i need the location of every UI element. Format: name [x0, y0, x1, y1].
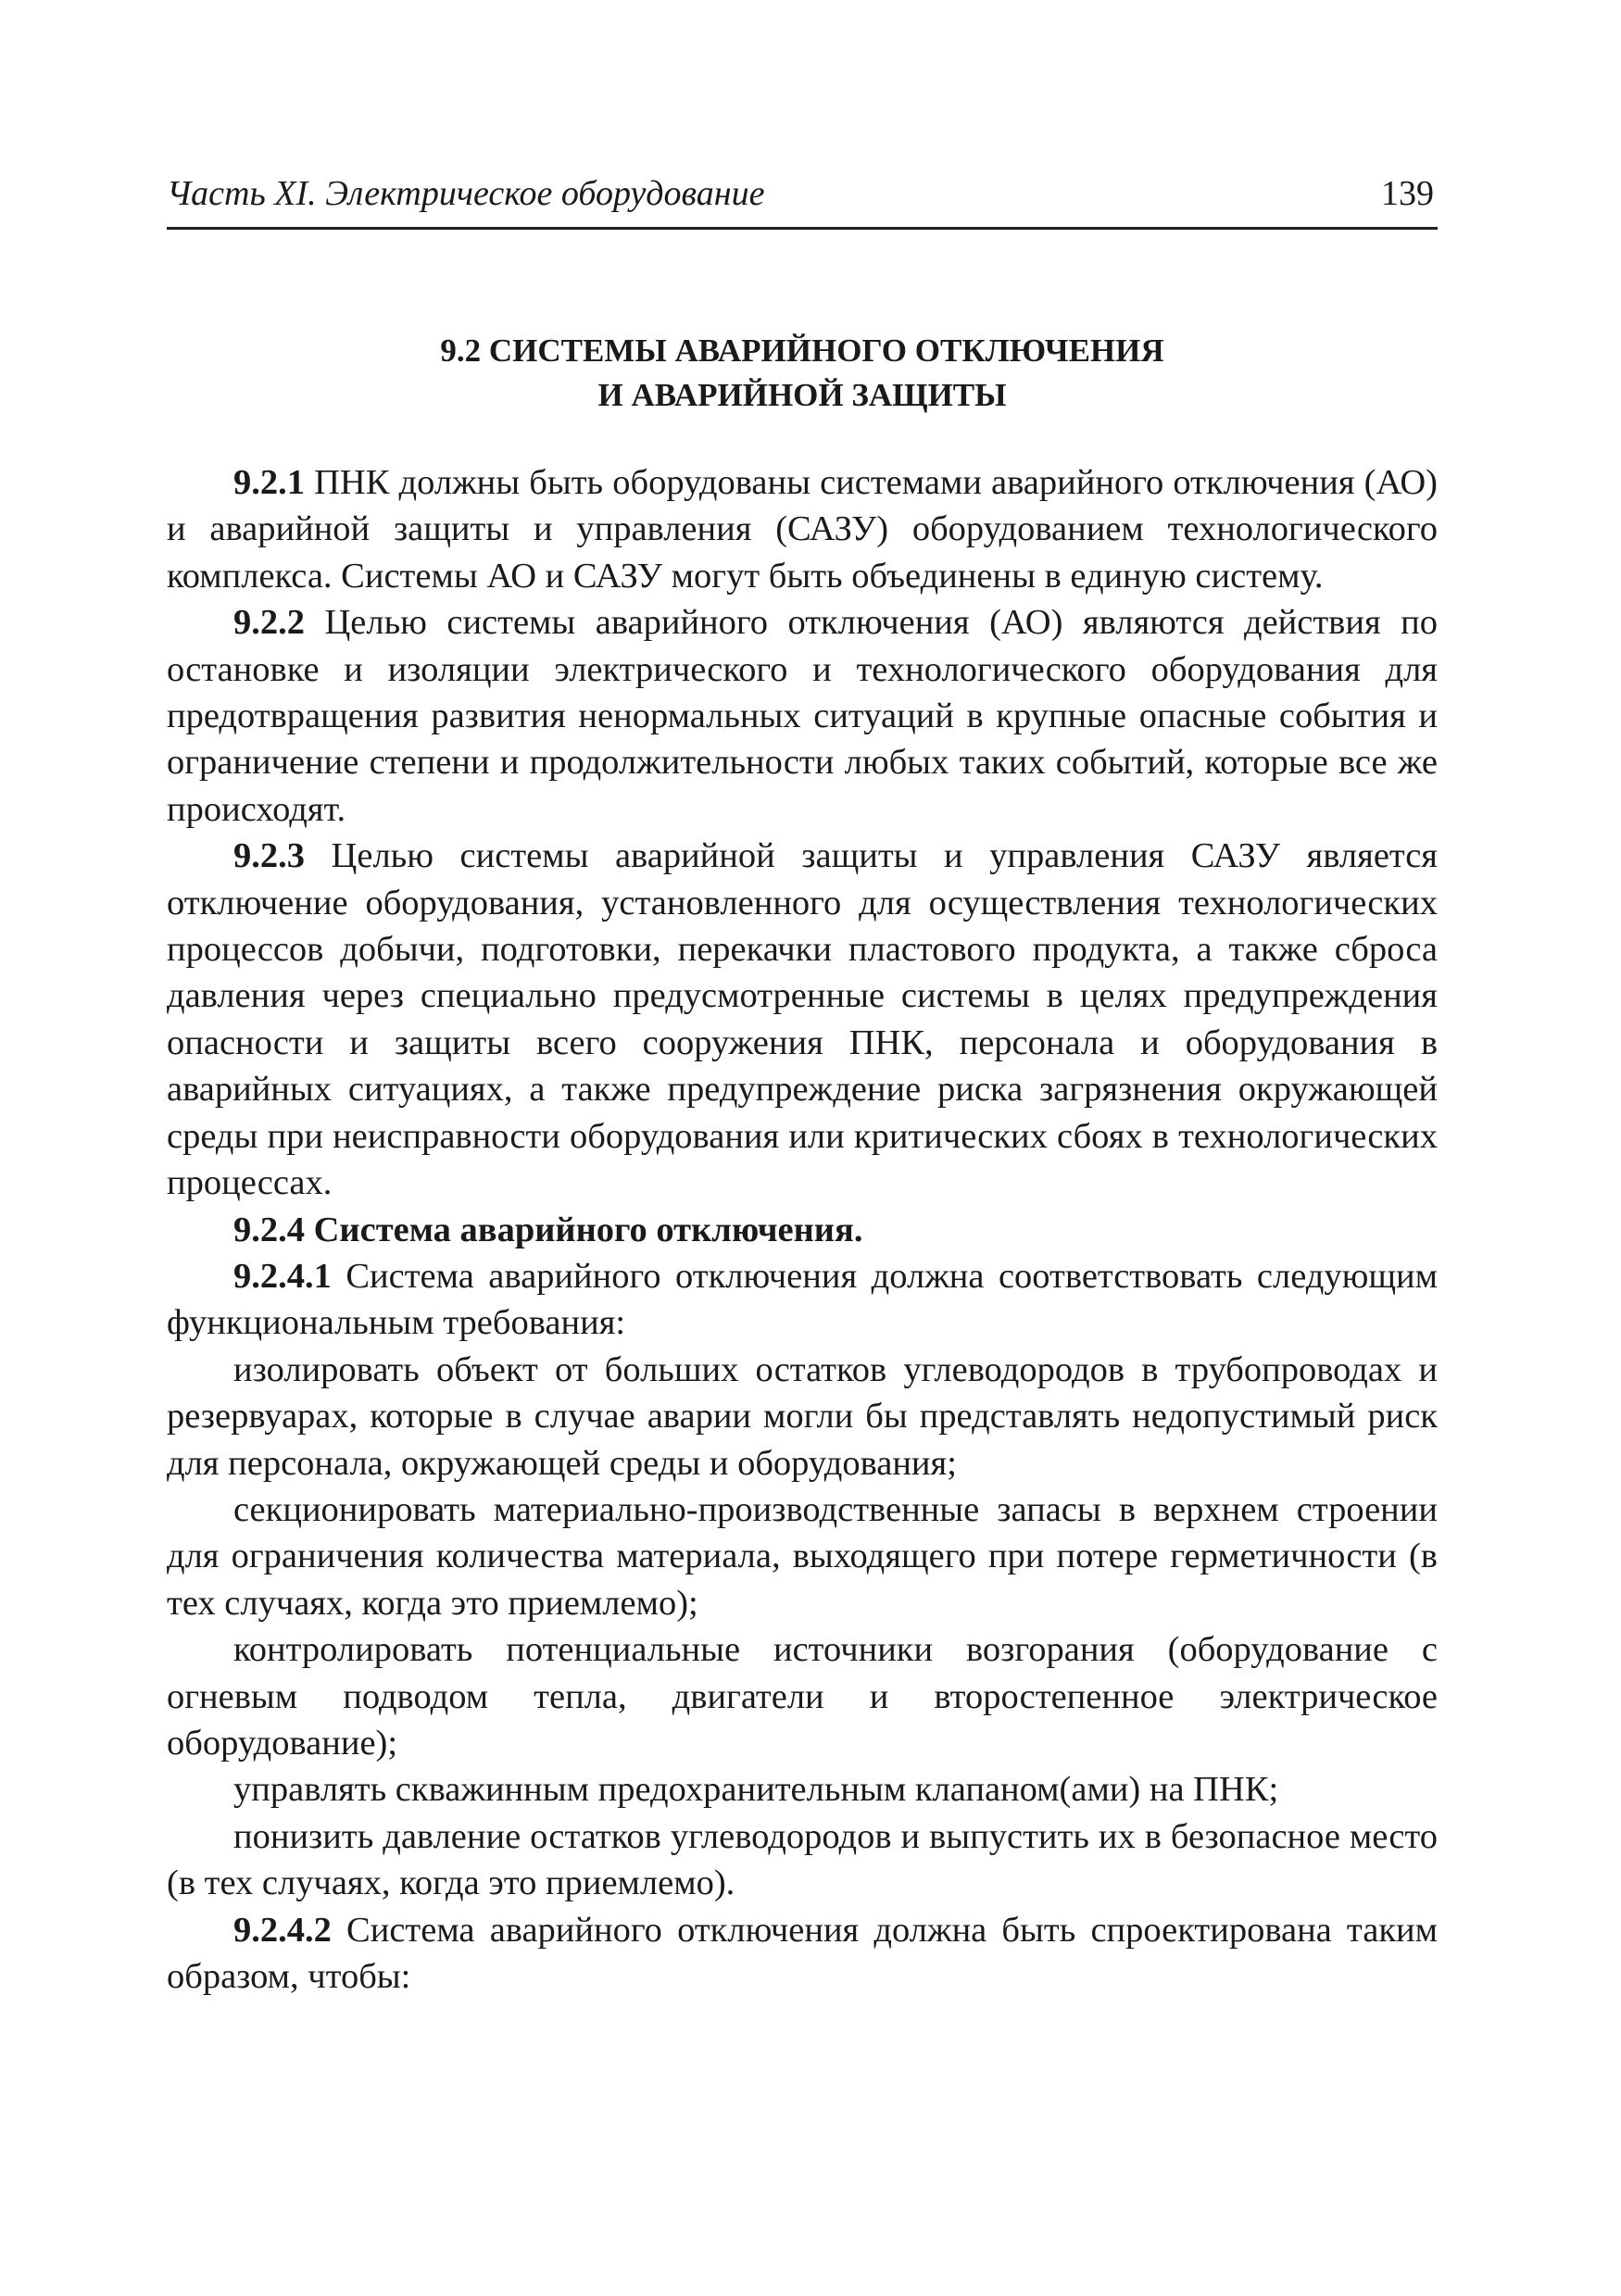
paragraph-9-2-4-1	[167, 1253, 1438, 1347]
paragraph-9-2-4-2	[167, 1907, 1438, 2001]
list-item	[167, 1347, 1438, 1487]
running-title: Часть XI. Электрическое оборудование	[167, 174, 765, 213]
section-title-line-1: 9.2 СИСТЕМЫ АВАРИЙНОГО ОТКЛЮЧЕНИЯ	[440, 332, 1164, 369]
list-item-text: управлять скважинным предохранительным клапаном(ами) на ПНК;	[233, 1770, 1279, 1810]
body-text	[167, 459, 1438, 2000]
running-header	[167, 171, 1438, 230]
paragraph-text: Целью системы аварийного отключения (АО) являются действия по остановке и изоляции электрического и технологического оборудования для предотвращения развития ненормальных ситуаций в крупные опасные события и ограничение степени и продолжительности любых таких событий, которые все же происходят.	[167, 603, 1438, 829]
subsection-heading: 9.2.4 Система аварийного отключения.	[233, 1210, 863, 1249]
clause-number: 9.2.4.2	[233, 1910, 332, 1950]
list-item-text: изолировать объект от больших остатков углеводородов в трубопроводах и резервуарах, которые в случае аварии могли бы представлять недопустимый риск для персонала, окружающей среды и оборудования;	[167, 1349, 1438, 1483]
subsection-heading-9-2-4	[167, 1207, 1438, 1253]
paragraph-9-2-3	[167, 833, 1438, 1206]
clause-number: 9.2.3	[233, 836, 305, 876]
clause-number: 9.2.4.1	[233, 1256, 332, 1296]
paragraph-text: Система аварийного отключения должна быть спроектирована таким образом, чтобы:	[167, 1910, 1438, 1996]
list-item	[167, 1487, 1438, 1626]
list-item	[167, 1626, 1438, 1766]
section-title	[167, 329, 1438, 418]
list-item-text: понизить давление остатков углеводородов и выпустить их в безопасное место (в тех случаях, когда это приемлемо).	[167, 1816, 1438, 1903]
clause-number: 9.2.2	[233, 603, 305, 643]
section-title-line-2: И АВАРИЙНОЙ ЗАЩИТЫ	[597, 377, 1007, 413]
paragraph-text: Целью системы аварийной защиты и управления САЗУ является отключение оборудования, установленного для осуществления технологических процессов добычи, подготовки, перекачки пластового продукта, а также сброса давления через специально предусмотренные системы в целях предупреждения опасности и защиты всего сооружения ПНК, персонала и оборудования в аварийных ситуациях, а также предупреждение риска загрязнения окружающей среды при неисправности оборудования или критических сбоях в технологических процессах.	[167, 836, 1439, 1203]
list-item	[167, 1813, 1438, 1907]
paragraph-text: ПНК должны быть оборудованы системами аварийного отключения (АО) и аварийной защиты и управления (САЗУ) оборудованием технологического комплекса. Системы АО и САЗУ могут быть объединены в единую систему.	[167, 463, 1439, 596]
list-item	[167, 1766, 1438, 1813]
paragraph-9-2-2	[167, 599, 1438, 833]
list-item-text: контролировать потенциальные источники возгорания (оборудование с огневым подводом тепла, двигатели и второстепенное электрическое оборудование);	[167, 1630, 1438, 1763]
list-item-text: секционировать материально-производственные запасы в верхнем строении для ограничения количества материала, выходящего при потере герметичности (в тех случаях, когда это приемлемо);	[167, 1489, 1438, 1623]
page-number: 139	[1381, 174, 1434, 213]
clause-number: 9.2.1	[233, 463, 305, 502]
paragraph-9-2-1	[167, 459, 1438, 599]
paragraph-text: Система аварийного отключения должна соответствовать следующим функциональным требования:	[167, 1256, 1438, 1343]
